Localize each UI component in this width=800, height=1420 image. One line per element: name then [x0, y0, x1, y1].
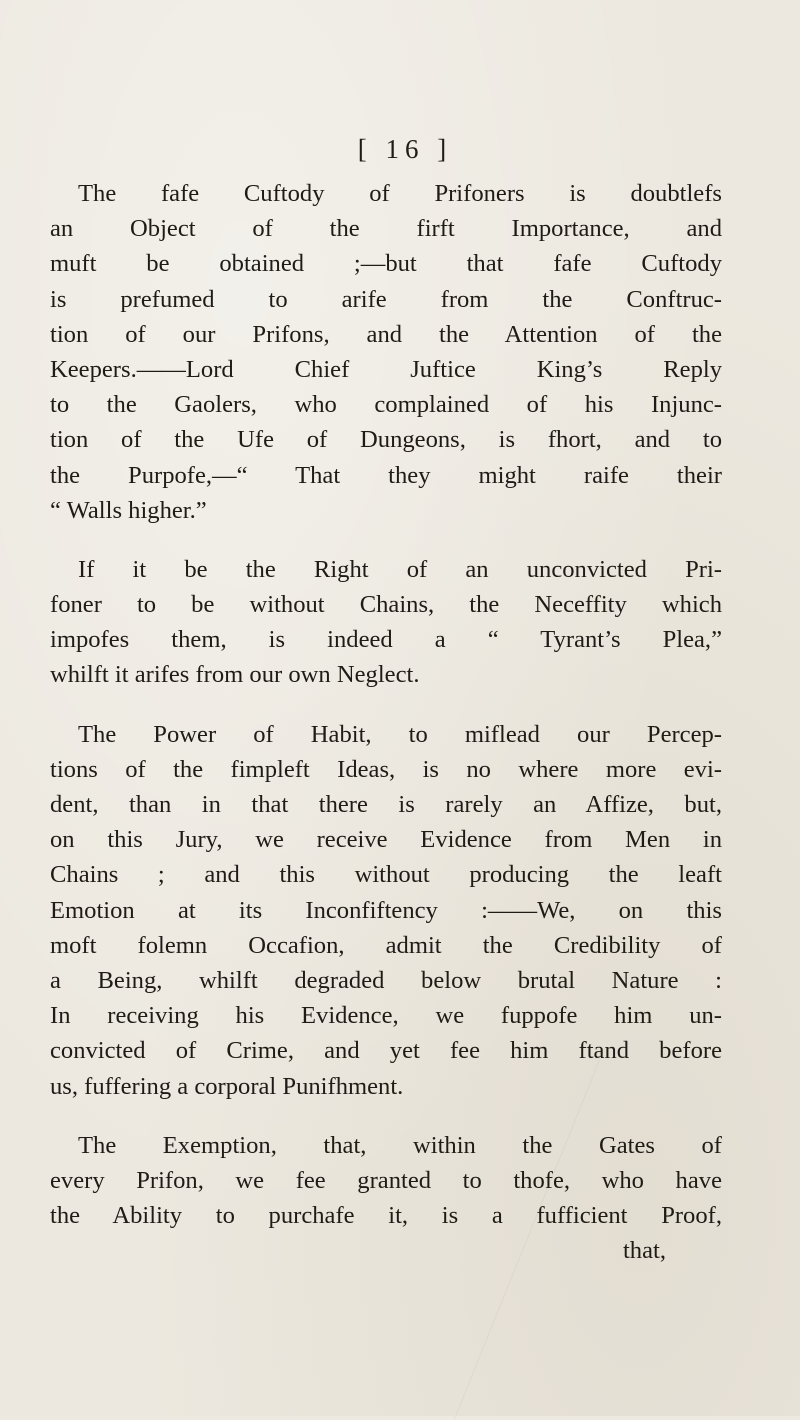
- text-line: In receiving his Evidence, we fuppofe him un-: [50, 1002, 722, 1030]
- text-line: foner to be without Chains, the Neceffity which: [50, 591, 722, 619]
- paragraph-spacer: [50, 693, 722, 717]
- text-line: to the Gaolers, who complained of his Injunc-: [50, 391, 722, 419]
- text-line: the Ability to purchafe it, is a fufficient Proof,: [50, 1202, 722, 1230]
- paragraph-1: [50, 176, 722, 528]
- text-line: tions of the fimpleft Ideas, is no where more evi-: [50, 755, 722, 783]
- paragraph-2: [50, 552, 722, 693]
- text-line: moft folemn Occafion, admit the Credibility of: [50, 931, 722, 959]
- text-line: If it be the Right of an unconvicted Pri-: [78, 555, 722, 583]
- text-line: dent, than in that there is rarely an Affize, but,: [50, 791, 722, 818]
- text-line: Emotion at its Inconfiftency :——We, on this: [50, 896, 722, 924]
- text-line: impofes them, is indeed a “ Tyrant’s Plea,”: [50, 626, 722, 654]
- text-line: The Power of Habit, to miflead our Percep-: [78, 720, 722, 748]
- text-line: tion of the Ufe of Dungeons, is fhort, and to: [50, 426, 722, 454]
- text-line: The fafe Cuftody of Prifoners is doubtlefs: [78, 180, 722, 207]
- text-line: The Exemption, that, within the Gates of: [78, 1131, 722, 1159]
- text-line: every Prifon, we fee granted to thofe, who have: [50, 1166, 722, 1194]
- text-line: the Purpofe,—“ That they might raife their: [50, 461, 722, 489]
- paragraph-3: [50, 717, 722, 1104]
- text-line: is prefumed to arife from the Conftruc-: [50, 285, 722, 313]
- page-number: [ 16 ]: [357, 134, 453, 164]
- paragraph-spacer: [50, 528, 722, 552]
- text-line: Keepers.——Lord Chief Juftice King’s Reply: [50, 355, 722, 383]
- text-line: us, fuffering a corporal Punifhment.: [50, 1072, 404, 1100]
- text-line: tion of our Prifons, and the Attention of the: [50, 320, 722, 348]
- text-line: muft be obtained ;—but that fafe Cuftody: [50, 250, 722, 278]
- text-line: on this Jury, we receive Evidence from Men in: [50, 826, 722, 854]
- text-line: convicted of Crime, and yet fee him ftand before: [50, 1037, 722, 1065]
- catchword: that,: [622, 1237, 666, 1265]
- text-line: Chains ; and this without producing the leaft: [50, 861, 722, 889]
- text-line: an Object of the firft Importance, and: [50, 215, 722, 243]
- text-line: whilft it arifes from our own Neglect.: [50, 661, 420, 689]
- text-line: a Being, whilft degraded below brutal Nature :: [50, 966, 722, 994]
- text-line: “ Walls higher.”: [50, 496, 207, 524]
